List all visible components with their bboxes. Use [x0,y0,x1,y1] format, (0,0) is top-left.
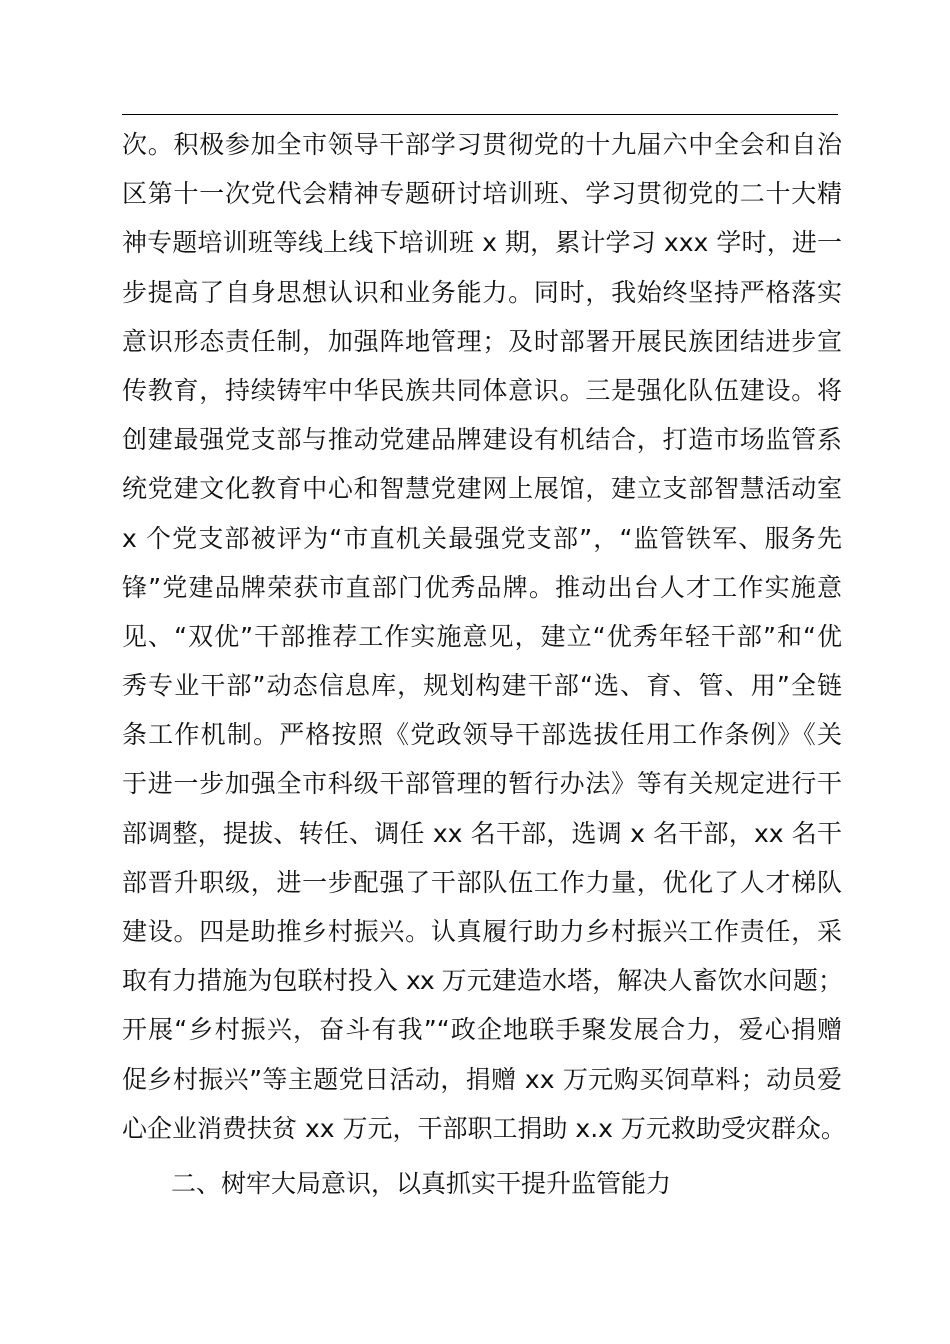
paragraph-line-8: 统党建文化教育中心和智慧党建网上展馆，建立支部智慧活动室 [122,474,842,504]
paragraph-line-10: 锋”党建品牌荣获市直部门优秀品牌。推动出台人才工作实施意 [122,572,842,602]
paragraph-line-13: 条工作机制。严格按照《党政领导干部选拔任用工作条例》《关 [122,720,842,750]
body-text [122,120,846,1208]
paragraph-line-18: 取有力措施为包联村投入 xx 万元建造水塔，解决人畜饮水问题； [122,966,842,996]
paragraph-line-4: 步提高了自身思想认识和业务能力。同时，我始终坚持严格落实 [122,277,842,307]
paragraph-line-7: 创建最强党支部与推动党建品牌建设有机结合，打造市场监管系 [122,425,842,455]
paragraph-line-3: 神专题培训班等线上线下培训班 x 期，累计学习 xxx 学时，进一 [122,228,842,258]
paragraph-line-21: 心企业消费扶贫 xx 万元，干部职工捐助 x.x 万元救助受灾群众。 [122,1113,846,1143]
paragraph-line-19: 开展“乡村振兴，奋斗有我”“政企地联手聚发展合力，爱心捐赠 [122,1015,842,1045]
paragraph-line-15: 部调整，提拔、转任、调任 xx 名干部，选调 x 名干部，xx 名干 [122,818,842,848]
paragraph-line-11: 见、“双优”干部推荐工作实施意见，建立“优秀年轻干部”和“优 [122,621,842,651]
paragraph-line-1: 次。积极参加全市领导干部学习贯彻党的十九届六中全会和自治 [122,130,842,159]
header-rule [122,114,838,115]
section-heading: 二、树牢大局意识，以真抓实干提升监管能力 [171,1168,672,1198]
paragraph-line-9: x 个党支部被评为“市直机关最强党支部”，“监管铁军、服务先 [122,523,842,553]
paragraph-line-20: 促乡村振兴”等主题党日活动，捐赠 xx 万元购买饲草料；动员爱 [122,1064,842,1094]
paragraph-line-6: 传教育，持续铸牢中华民族共同体意识。三是强化队伍建设。将 [122,375,842,405]
paragraph-line-14: 于进一步加强全市科级干部管理的暂行办法》等有关规定进行干 [122,769,842,799]
paragraph-line-2: 区第十一次党代会精神专题研讨培训班、学习贯彻党的二十大精 [122,179,842,209]
paragraph-line-5: 意识形态责任制，加强阵地管理；及时部署开展民族团结进步宣 [122,326,842,356]
paragraph-line-16: 部晋升职级，进一步配强了干部队伍工作力量，优化了人才梯队 [122,867,842,897]
paragraph-line-12: 秀专业干部”动态信息库，规划构建干部“选、育、管、用”全链 [122,671,842,701]
paragraph-line-17: 建设。四是助推乡村振兴。认真履行助力乡村振兴工作责任，采 [122,917,842,946]
